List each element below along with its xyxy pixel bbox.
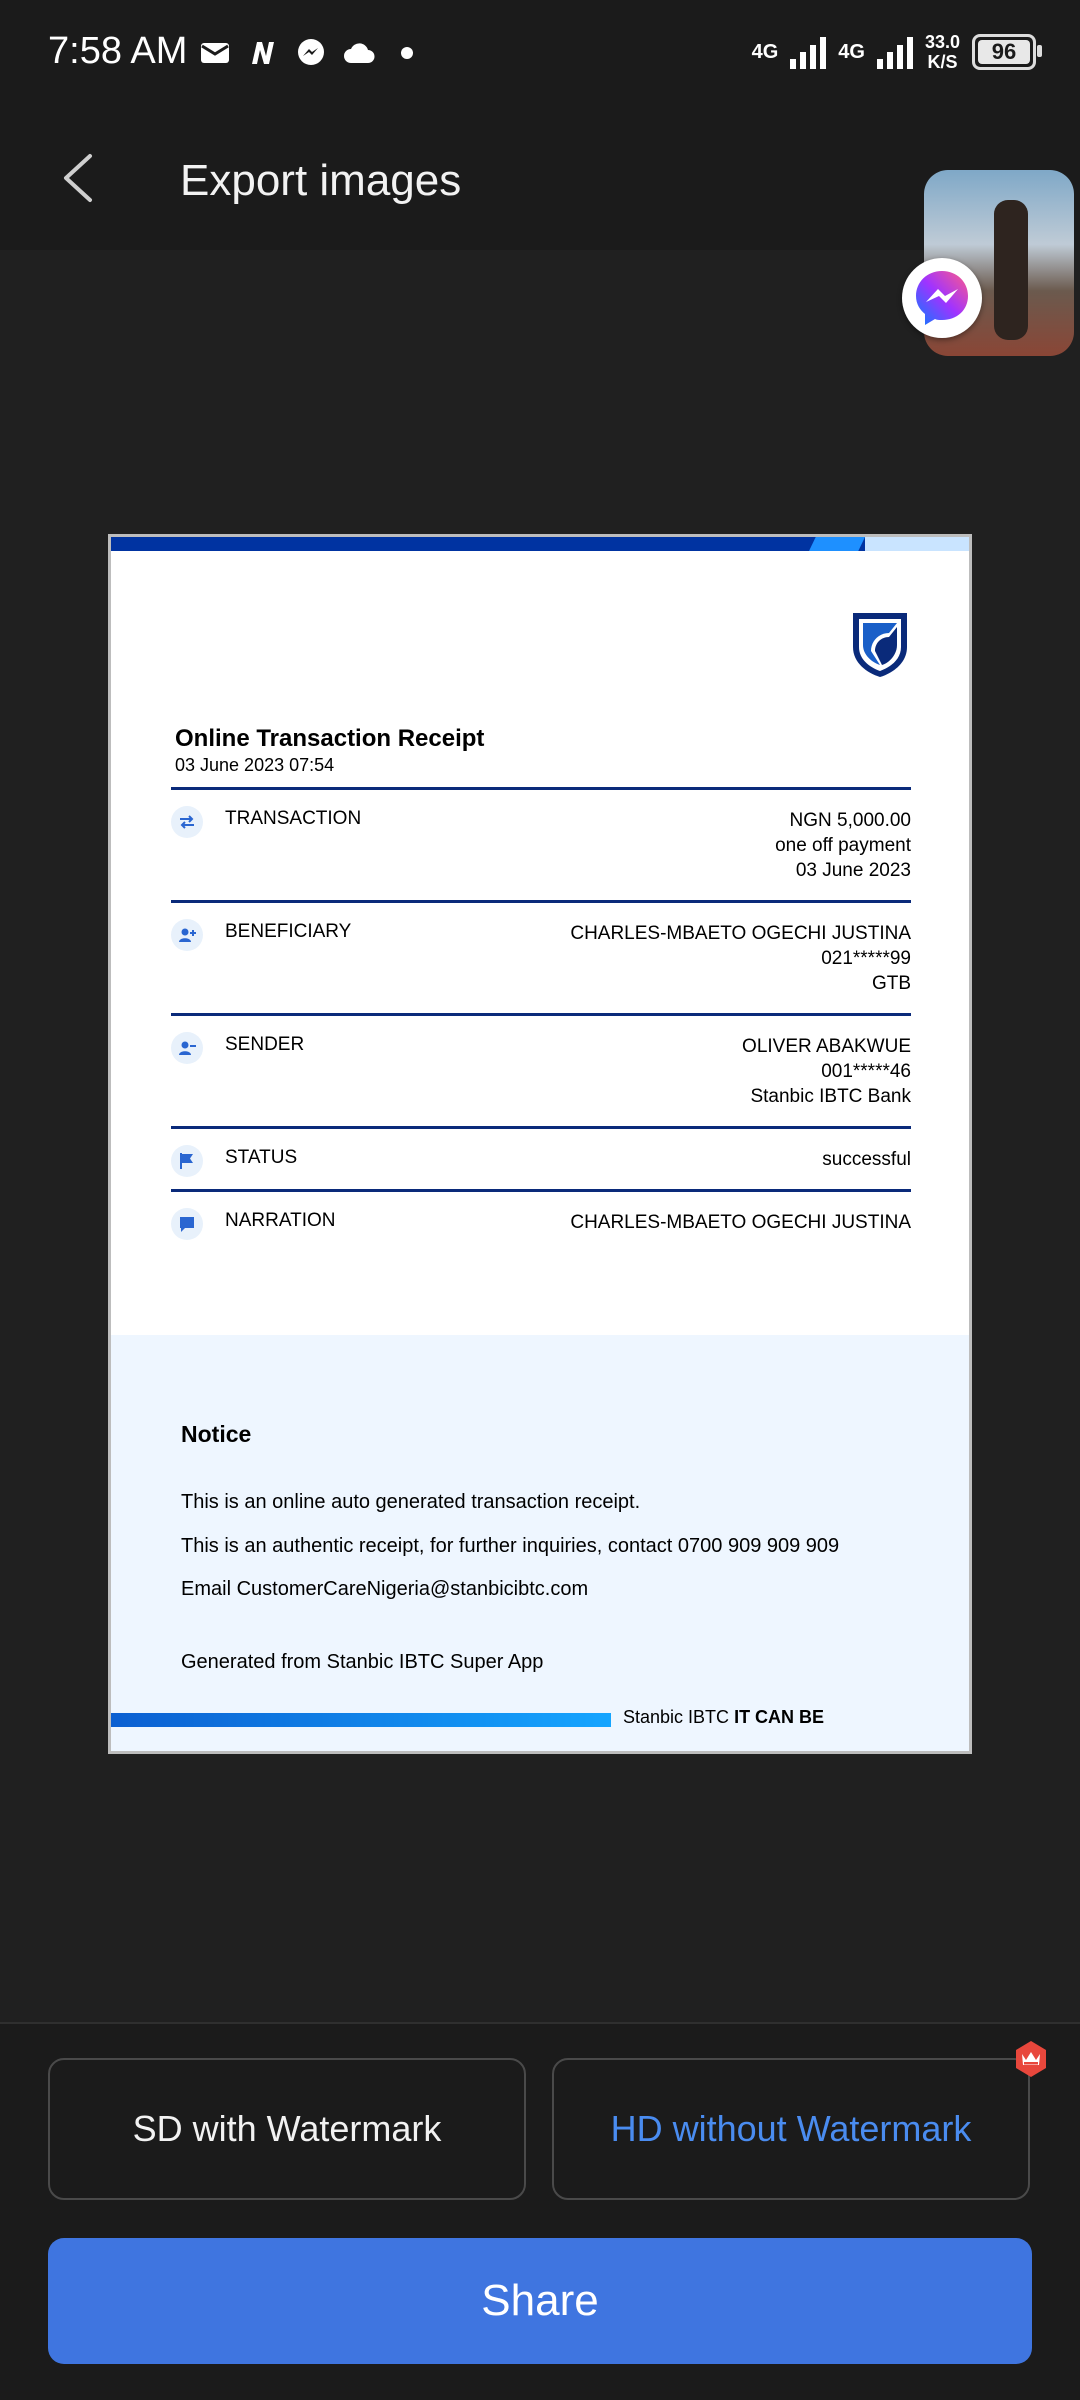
status-row bbox=[171, 1126, 911, 1189]
narration-value: CHARLES-MBAETO OGECHI JUSTINA bbox=[570, 1212, 911, 1233]
notice-title: Notice bbox=[181, 1421, 252, 1447]
hd-no-watermark-option[interactable]: HD without Watermark bbox=[552, 2058, 1030, 2200]
notice-section bbox=[111, 1335, 969, 1754]
network-label-1: 4G bbox=[751, 41, 779, 63]
mail-icon bbox=[198, 36, 232, 70]
clock: 7:58 AM bbox=[48, 30, 188, 72]
message-icon bbox=[171, 1208, 203, 1240]
receipt-title: Online Transaction Receipt bbox=[175, 725, 485, 752]
cloud-icon bbox=[342, 36, 376, 70]
row-label: TRANSACTION bbox=[225, 808, 362, 829]
status-bar bbox=[0, 0, 1080, 108]
beneficiary-name: CHARLES-MBAETO OGECHI JUSTINA bbox=[570, 923, 911, 944]
transfer-icon bbox=[171, 806, 203, 838]
status-value: successful bbox=[822, 1149, 911, 1170]
brand-name: Stanbic IBTC bbox=[623, 1707, 730, 1727]
add-user-icon bbox=[171, 919, 203, 951]
footer-stripe bbox=[111, 1713, 611, 1727]
flag-icon bbox=[171, 1145, 203, 1177]
messenger-icon bbox=[911, 267, 973, 329]
share-button[interactable]: Share bbox=[48, 2238, 1032, 2364]
receipt-preview bbox=[108, 534, 972, 1754]
row-label: STATUS bbox=[225, 1147, 298, 1168]
system-indicators bbox=[752, 32, 1036, 72]
receipt-top-stripe bbox=[111, 537, 969, 551]
notice-line: Generated from Stanbic IBTC Super App bbox=[181, 1651, 544, 1673]
sender-account: 001*****46 bbox=[821, 1061, 911, 1082]
battery-icon bbox=[972, 34, 1036, 70]
footer-brand bbox=[623, 1707, 824, 1728]
beneficiary-row bbox=[171, 900, 911, 1013]
dot-icon bbox=[390, 36, 424, 70]
notice-line: This is an authentic receipt, for further inquiries, contact 0700 909 909 909 bbox=[181, 1535, 840, 1557]
transaction-date: 03 June 2023 bbox=[795, 860, 911, 881]
transaction-type: one off payment bbox=[775, 835, 911, 856]
receipt-date: 03 June 2023 07:54 bbox=[175, 755, 335, 775]
signal-icon-1 bbox=[790, 35, 826, 69]
beneficiary-account: 021*****99 bbox=[821, 948, 911, 969]
app-bar bbox=[0, 108, 1080, 250]
premium-crown-icon bbox=[1012, 2040, 1050, 2078]
beneficiary-bank: GTB bbox=[871, 973, 911, 994]
row-label: BENEFICIARY bbox=[225, 921, 352, 942]
sd-watermark-option[interactable]: SD with Watermark bbox=[48, 2058, 526, 2200]
network-label-2: 4G bbox=[838, 41, 865, 63]
back-button[interactable] bbox=[54, 148, 114, 208]
messenger-small-icon bbox=[294, 36, 328, 70]
notice-line: This is an online auto generated transaction receipt. bbox=[181, 1491, 641, 1513]
narration-row bbox=[171, 1189, 911, 1252]
chevron-left-icon bbox=[54, 148, 114, 208]
sender-row bbox=[171, 1013, 911, 1126]
row-label: NARRATION bbox=[225, 1210, 336, 1231]
transaction-row bbox=[171, 787, 911, 900]
notion-icon bbox=[246, 36, 280, 70]
messenger-chat-head[interactable] bbox=[902, 258, 982, 338]
notice-line: Email CustomerCareNigeria@stanbicibtc.com bbox=[181, 1578, 589, 1600]
sender-user-icon bbox=[171, 1032, 203, 1064]
battery-level: 96 bbox=[991, 39, 1017, 64]
transaction-amount: NGN 5,000.00 bbox=[789, 810, 911, 831]
speed-value: 33.0 bbox=[924, 32, 960, 52]
sender-name: OLIVER ABAKWUE bbox=[742, 1036, 911, 1057]
notification-icons bbox=[198, 36, 424, 70]
brand-slogan: IT CAN BE bbox=[734, 1707, 825, 1727]
signal-icon-2 bbox=[877, 35, 913, 69]
sender-bank: Stanbic IBTC Bank bbox=[750, 1086, 911, 1107]
row-label: SENDER bbox=[225, 1034, 305, 1055]
speed-unit: K/S bbox=[927, 52, 958, 72]
network-speed bbox=[925, 32, 960, 72]
page-title: Export images bbox=[180, 156, 462, 205]
stanbic-logo-icon bbox=[849, 607, 911, 679]
receipt-details bbox=[171, 787, 911, 1252]
